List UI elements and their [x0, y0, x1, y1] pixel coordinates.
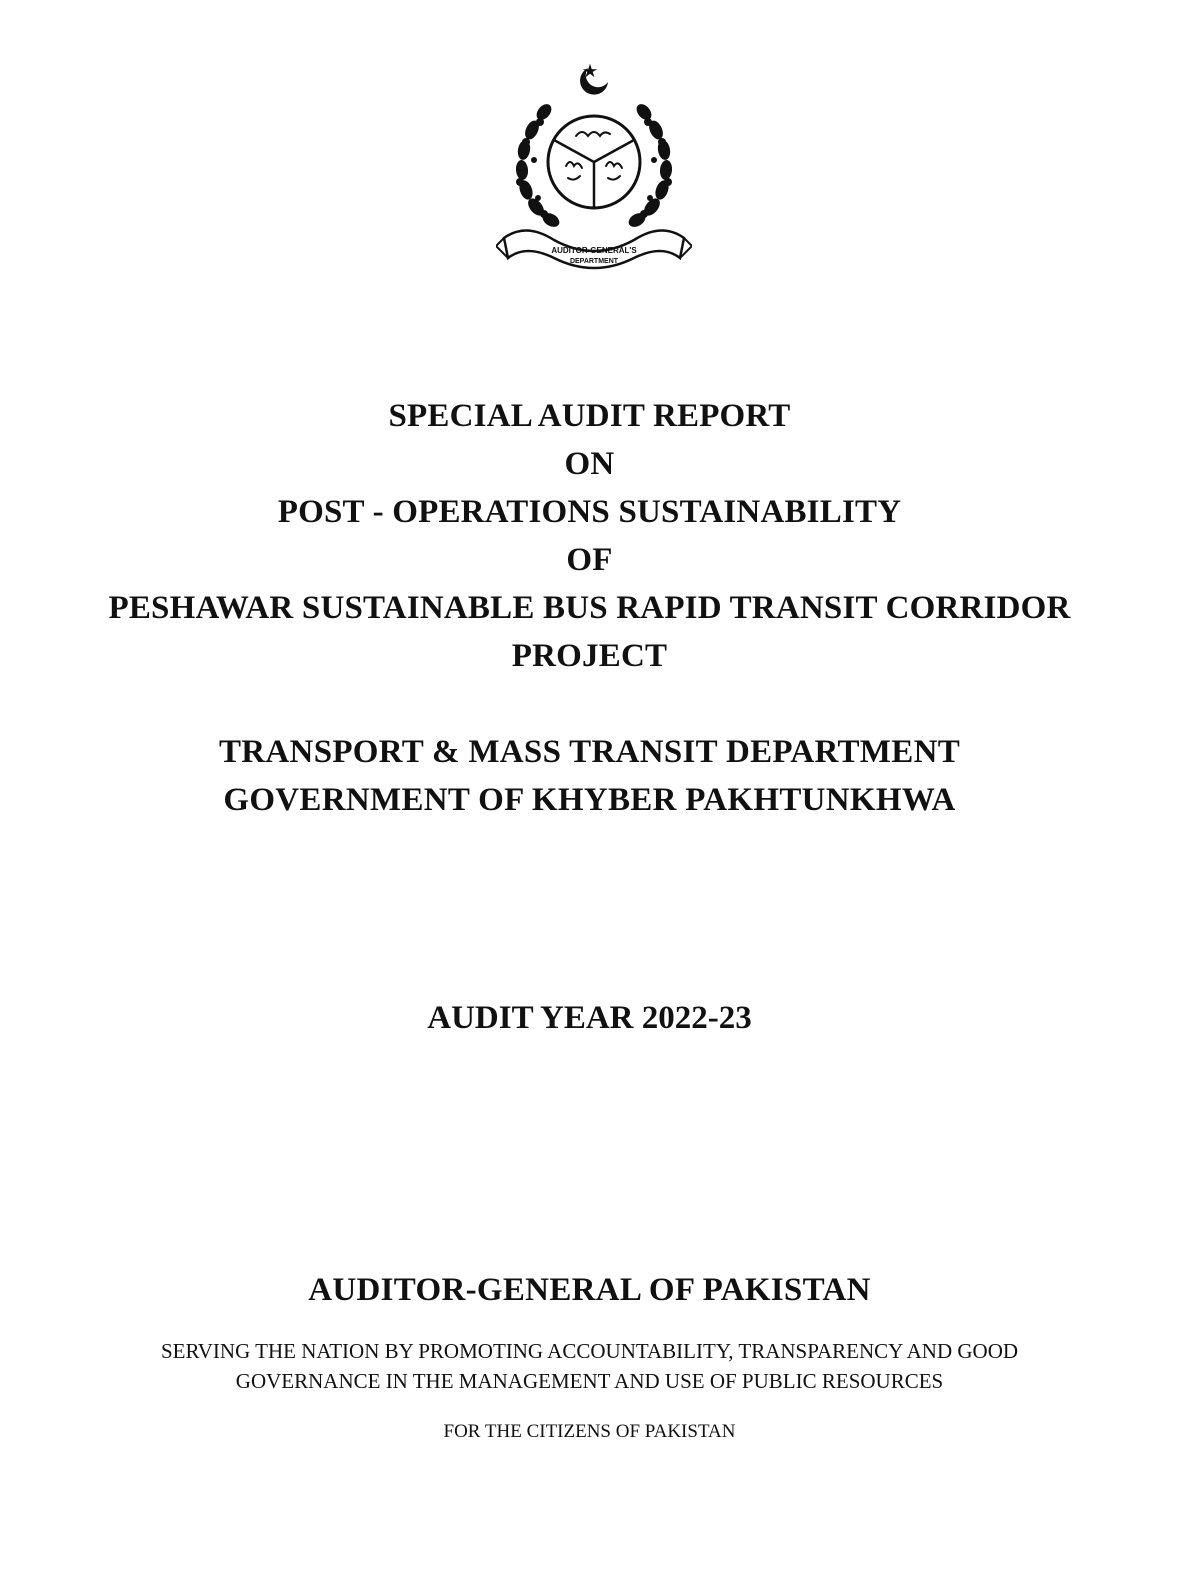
title-line-6: PROJECT: [511, 638, 668, 674]
title-line-3: POST - OPERATIONS SUSTAINABILITY: [277, 494, 902, 530]
motto-line-1: SERVING THE NATION BY PROMOTING ACCOUNTABILITY, TRANSPARENCY AND GOOD: [160, 1339, 1019, 1363]
auditor-general-emblem-icon: [496, 62, 692, 270]
motto-line-2: GOVERNANCE IN THE MANAGEMENT AND USE OF PUBLIC RESOURCES: [235, 1369, 944, 1393]
citizens-tagline: FOR THE CITIZENS OF PAKISTAN: [443, 1421, 736, 1442]
organization-motto: [0, 1336, 1179, 1396]
department-heading: [0, 728, 1179, 824]
audit-year: AUDIT YEAR 2022-23: [427, 1000, 752, 1036]
title-line-4: OF: [566, 542, 613, 578]
title-line-5: PESHAWAR SUSTAINABLE BUS RAPID TRANSIT CORRIDOR: [108, 590, 1071, 626]
svg-text:DEPARTMENT: DEPARTMENT: [569, 258, 619, 265]
title-line-1: SPECIAL AUDIT REPORT: [388, 398, 791, 434]
title-line-2: ON: [564, 446, 615, 482]
organization-name: AUDITOR-GENERAL OF PAKISTAN: [308, 1272, 871, 1308]
government-name: GOVERNMENT OF KHYBER PAKHTUNKHWA: [223, 782, 956, 818]
department-name: TRANSPORT & MASS TRANSIT DEPARTMENT: [218, 734, 961, 770]
svg-text:AUDITOR-GENERAL'S: AUDITOR-GENERAL'S: [551, 246, 637, 255]
report-title: [0, 392, 1179, 680]
